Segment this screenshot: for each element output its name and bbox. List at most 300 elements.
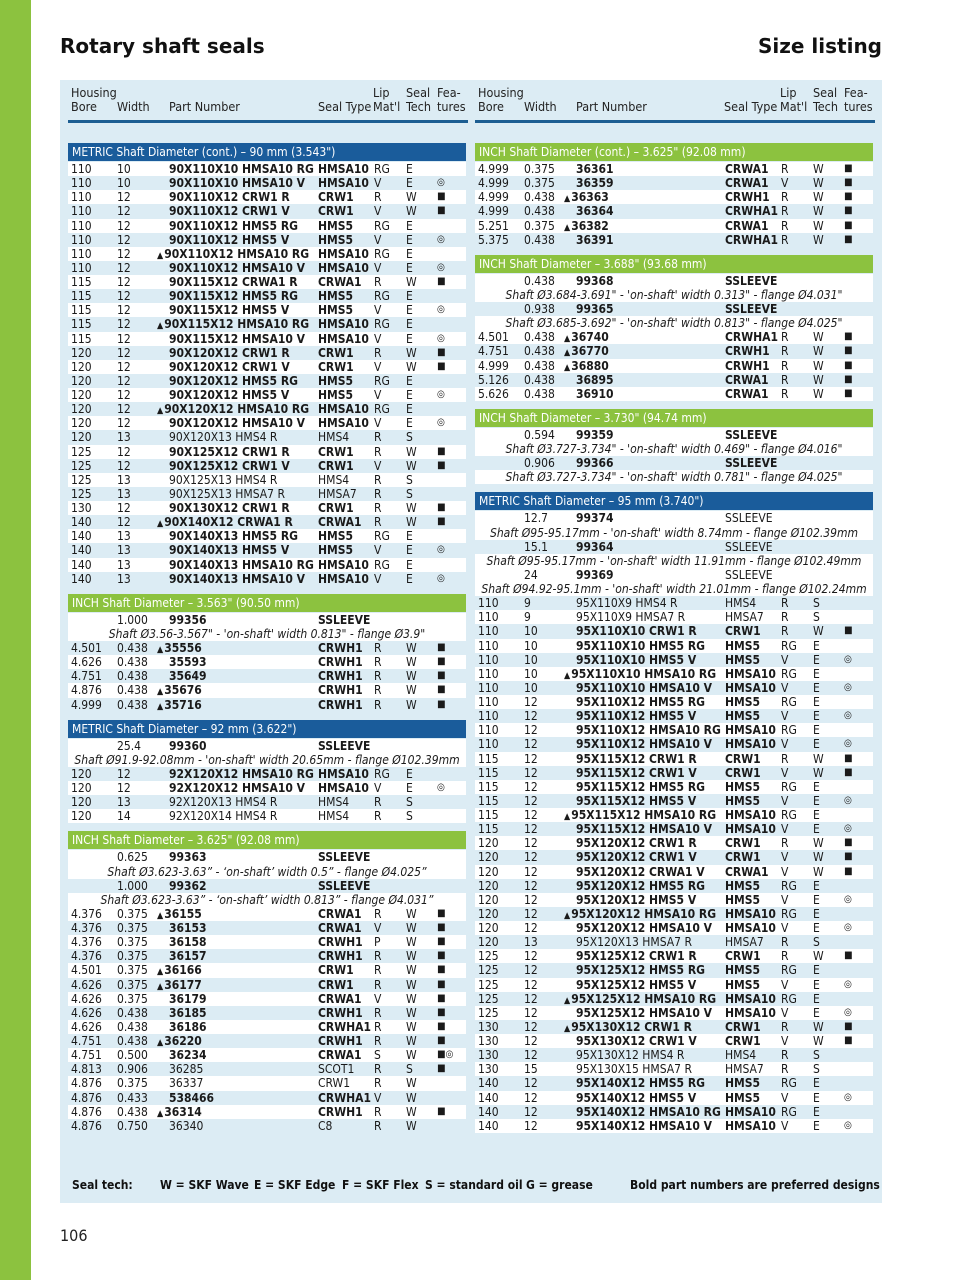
sleeve-note: Shaft Ø3.623-3.63” - ‘on-shaft’ width 0.5” - flange Ø4.025” xyxy=(68,865,466,879)
part-number-text: 99359 xyxy=(576,427,614,442)
feature-icon: ■ xyxy=(844,837,853,849)
cell-part-number xyxy=(576,963,705,977)
table-row xyxy=(68,459,466,473)
cell-seal-tech: S xyxy=(406,795,413,810)
table-row xyxy=(475,176,873,190)
cell-bore: 110 xyxy=(71,218,92,233)
cell-seal-tech: E xyxy=(406,176,413,191)
cell-seal-type: HMS4 xyxy=(318,472,350,487)
feature-icon: ■ xyxy=(844,752,853,764)
part-number-text: 90X115X12 HMSA10 RG xyxy=(164,317,310,332)
cell-seal-type: CRWH1 xyxy=(318,669,363,684)
cell-seal-tech: W xyxy=(406,921,417,935)
table-row xyxy=(68,388,466,402)
cell-bore: 110 xyxy=(478,624,499,639)
cell-seal-tech: W xyxy=(813,176,824,191)
part-number-text: 95X115X12 CRW1 V xyxy=(576,765,697,780)
table-row xyxy=(68,1076,466,1090)
cell-width: 12 xyxy=(524,695,538,709)
cell-bore: 110 xyxy=(71,162,92,176)
feature-icon: ■ xyxy=(437,1006,446,1018)
cell-bore: 120 xyxy=(71,416,92,431)
cell-seal-tech: W xyxy=(813,344,824,359)
cell-lip-material: V xyxy=(374,331,382,346)
table-row xyxy=(68,1020,466,1034)
cell-bore: 110 xyxy=(71,190,92,205)
feature-icon: ◎ xyxy=(844,1119,852,1131)
cell-lip-material: R xyxy=(374,444,382,459)
cell-width: 0.438 xyxy=(524,372,555,387)
cell-width: 0.438 xyxy=(524,330,555,345)
cell-seal-tech: E xyxy=(813,723,820,738)
cell-width: 12 xyxy=(524,850,538,865)
cell-seal-tech: E xyxy=(813,822,820,837)
cell-width: 10 xyxy=(524,652,538,667)
cell-seal-type: HMSA10 xyxy=(318,781,369,795)
cell-width: 0.438 xyxy=(117,683,148,698)
section-band: METRIC Shaft Diameter – 92 mm (3.622") xyxy=(68,720,466,738)
part-number-text: 90X140X12 CRWA1 R xyxy=(164,515,293,530)
cell-lip-material: RG xyxy=(374,402,390,417)
table-row xyxy=(68,781,466,795)
cell-seal-tech: W xyxy=(406,1034,417,1048)
cell-bore: 4.376 xyxy=(71,921,102,935)
cell-bore: 120 xyxy=(71,795,92,810)
part-number-text: 95X115X12 CRW1 R xyxy=(576,751,697,766)
part-number-text: 95X110X9 HMS4 R xyxy=(576,596,678,611)
cell-part-number xyxy=(576,780,705,794)
cell-lip-material: R xyxy=(781,386,789,401)
cell-width: 12 xyxy=(524,1034,538,1048)
header-seal: Seal xyxy=(813,85,838,100)
sleeve-note: Shaft Ø3.727-3.734" - 'on-shaft' width 0.781" - flange Ø4.025" xyxy=(475,470,873,484)
cell-lip-material: V xyxy=(781,892,789,907)
feature-icon: ■ xyxy=(844,345,853,357)
part-number-text: 90X120X12 CRW1 V xyxy=(169,359,290,374)
cell-width: 12 xyxy=(117,402,131,417)
cell-seal-type: HMSA10 xyxy=(318,571,369,586)
cell-part-number xyxy=(169,459,290,473)
cell-part-number xyxy=(169,360,290,374)
cell-part-number xyxy=(169,613,207,627)
cell-part-number xyxy=(169,655,207,669)
cell-part-number xyxy=(169,219,298,233)
cell-lip-material: R xyxy=(374,430,382,445)
cell-part-number xyxy=(169,809,277,823)
table-row xyxy=(475,1006,873,1020)
cell-seal-type: CRWA1 xyxy=(318,515,362,530)
table-row xyxy=(68,558,466,572)
part-number-text: 36740 xyxy=(571,330,609,345)
cell-bore: 140 xyxy=(71,543,92,558)
cell-lip-material: V xyxy=(374,388,382,402)
table-row xyxy=(475,610,873,624)
cell-width: 12 xyxy=(524,793,538,808)
feature-icon: ◎ xyxy=(844,794,852,806)
cell-bore: 110 xyxy=(478,596,499,611)
feature-icon: ■ xyxy=(437,684,446,696)
cell-seal-tech: E xyxy=(813,1118,820,1133)
part-number-text: 90X110X12 CRW1 R xyxy=(169,190,290,205)
cell-seal-type: C8 xyxy=(318,1118,333,1133)
cell-seal-type: HMSA7 xyxy=(725,935,764,950)
new-design-triangle-icon: ▲ xyxy=(157,981,164,992)
cell-width: 0.500 xyxy=(117,1048,148,1063)
table-row xyxy=(475,737,873,751)
part-number-text: 36359 xyxy=(576,176,614,191)
table-row xyxy=(475,653,873,667)
cell-lip-material: R xyxy=(374,1062,382,1077)
cell-lip-material: R xyxy=(781,330,789,345)
cell-bore: 115 xyxy=(71,289,92,304)
part-number-text: 99368 xyxy=(576,273,614,288)
cell-bore: 115 xyxy=(71,317,92,332)
cell-lip-material: V xyxy=(374,543,382,558)
table-row xyxy=(475,723,873,737)
feature-icon: ◎ xyxy=(844,1006,852,1018)
feature-icon: ■ xyxy=(437,191,446,203)
cell-width: 12 xyxy=(524,836,538,851)
cell-part-number xyxy=(169,795,277,809)
cell-seal-type: HMS5 xyxy=(318,529,354,544)
cell-seal-tech: W xyxy=(813,1019,824,1034)
cell-part-number xyxy=(576,865,705,879)
cell-bore: 110 xyxy=(478,723,499,738)
cell-seal-tech: W xyxy=(406,1005,417,1020)
feature-icon: ◎ xyxy=(844,738,852,750)
cell-part-number xyxy=(169,558,314,572)
cell-lip-material: RG xyxy=(374,317,390,332)
cell-seal-type: CRWA1 xyxy=(318,275,362,289)
cell-lip-material: R xyxy=(374,515,382,530)
cell-part-number xyxy=(157,698,202,714)
cell-bore: 4.376 xyxy=(71,935,102,950)
feature-icon: ◎ xyxy=(437,782,445,793)
new-design-triangle-icon: ▲ xyxy=(157,1108,164,1119)
cell-seal-tech: E xyxy=(813,808,820,822)
section-gap xyxy=(68,586,466,594)
cell-seal-type: SCOT1 xyxy=(318,1062,355,1077)
cell-lip-material: R xyxy=(781,751,789,766)
cell-part-number xyxy=(576,1105,721,1119)
part-number-text: 35593 xyxy=(169,655,207,670)
cell-seal-tech: S xyxy=(406,472,413,487)
legend-bold-note: Bold part numbers are preferred designs xyxy=(630,1178,880,1192)
cell-bore: 110 xyxy=(478,709,499,724)
cell-part-number xyxy=(169,949,207,963)
part-number-text: 90X110X10 HMSA10 RG xyxy=(169,162,314,176)
cell-lip-material: R xyxy=(781,596,789,611)
cell-lip-material: R xyxy=(781,1048,789,1063)
part-number-text: 36155 xyxy=(164,906,202,921)
cell-seal-type: CRW1 xyxy=(725,836,761,851)
cell-lip-material: V xyxy=(781,737,789,752)
table-row xyxy=(475,1105,873,1119)
cell-bore: 120 xyxy=(71,373,92,388)
table-row xyxy=(68,501,466,515)
section-band: INCH Shaft Diameter – 3.563" (90.50 mm) xyxy=(68,594,466,612)
sleeve-note: Shaft Ø95-95.17mm - 'on-shaft' width 11.91mm - flange Ø102.49mm xyxy=(475,554,873,568)
cell-seal-type: HMS5 xyxy=(318,388,354,402)
table-row xyxy=(68,921,466,935)
cell-seal-tech: W xyxy=(406,683,417,698)
cell-bore: 4.999 xyxy=(478,162,509,176)
cell-bore: 115 xyxy=(478,793,499,808)
cell-lip-material: R xyxy=(781,358,789,373)
cell-width: 12 xyxy=(524,751,538,766)
header-seal-type: Seal Type xyxy=(318,99,372,114)
cell-lip-material: R xyxy=(781,218,789,233)
part-number-text: 90X110X12 HMS5 V xyxy=(169,232,290,247)
cell-part-number xyxy=(576,836,697,850)
cell-width: 0.938 xyxy=(524,302,555,316)
feature-icon: ◎ xyxy=(844,893,852,905)
cell-seal-tech: W xyxy=(813,218,824,233)
cell-seal-tech: E xyxy=(813,779,820,794)
feature-icon: ◎ xyxy=(844,1091,852,1103)
feature-icon: ■ xyxy=(437,1020,446,1032)
cell-bore: 120 xyxy=(478,850,499,865)
cell-part-number xyxy=(169,529,298,543)
cell-seal-type: HMSA10 xyxy=(318,260,369,275)
cell-seal-tech: W xyxy=(813,190,824,205)
cell-width: 15.1 xyxy=(524,539,549,554)
cell-lip-material: R xyxy=(781,949,789,964)
cell-bore: 4.999 xyxy=(478,358,509,373)
part-number-text: 36340 xyxy=(169,1118,204,1133)
cell-width: 13 xyxy=(117,486,131,501)
cell-part-number xyxy=(576,639,705,653)
cell-seal-type: CRW1 xyxy=(725,624,761,639)
cell-bore: 4.626 xyxy=(71,655,102,670)
cell-seal-type: HMS4 xyxy=(318,430,350,445)
cell-seal-type: CRW1 xyxy=(318,345,354,360)
cell-part-number xyxy=(169,1020,207,1034)
cell-width: 12 xyxy=(117,416,131,431)
cell-seal-tech: W xyxy=(406,991,417,1006)
cell-seal-tech: E xyxy=(406,162,413,176)
header-matl: Mat'l xyxy=(780,99,808,114)
part-number-text: 36895 xyxy=(576,372,614,387)
cell-bore: 120 xyxy=(478,892,499,907)
cell-seal-tech: W xyxy=(406,1118,417,1133)
feature-icon: ■ xyxy=(437,964,446,976)
header-width: Width xyxy=(117,99,150,114)
part-number-text: 95X130X12 HMS4 R xyxy=(576,1048,685,1063)
table-row xyxy=(68,289,466,303)
cell-seal-type: HMS5 xyxy=(725,1076,761,1091)
cell-width: 0.438 xyxy=(117,1005,148,1020)
cell-seal-type: CRWA1 xyxy=(725,176,769,191)
cell-lip-material: R xyxy=(374,1076,382,1091)
header-rule-right xyxy=(475,120,875,123)
cell-lip-material: RG xyxy=(781,906,797,921)
cell-bore: 140 xyxy=(478,1090,499,1105)
table-row xyxy=(475,879,873,893)
cell-width: 9 xyxy=(524,610,531,625)
cell-seal-tech: S xyxy=(406,809,413,824)
cell-seal-type: HMSA10 xyxy=(318,331,369,346)
cell-seal-tech: W xyxy=(813,864,824,879)
cell-width: 10 xyxy=(117,176,131,191)
cell-seal-type: HMSA10 xyxy=(318,162,369,176)
new-design-triangle-icon: ▲ xyxy=(564,1023,571,1034)
part-number-text: 36157 xyxy=(169,949,207,964)
cell-width: 12 xyxy=(117,388,131,402)
part-number-text: 36234 xyxy=(169,1048,207,1063)
cell-part-number xyxy=(169,572,305,586)
cell-width: 12 xyxy=(524,977,538,992)
cell-bore: 130 xyxy=(478,1034,499,1048)
cell-bore: 4.626 xyxy=(71,977,102,992)
table-row xyxy=(68,275,466,289)
part-number-text: 92X120X12 HMSA10 V xyxy=(169,781,306,795)
part-number-text: 90X125X13 HMSA7 R xyxy=(169,486,285,501)
part-number-text: 95X125X12 HMSA10 RG xyxy=(571,991,717,1006)
cell-seal-tech: W xyxy=(406,190,417,205)
cell-seal-tech: E xyxy=(813,666,820,681)
header-tures: tures xyxy=(844,99,873,114)
cell-part-number xyxy=(169,190,290,204)
cell-width: 12 xyxy=(524,892,538,907)
cell-lip-material: RG xyxy=(781,695,797,709)
cell-width: 12 xyxy=(117,218,131,233)
new-design-triangle-icon: ▲ xyxy=(564,334,571,345)
part-number-text: 95X120X12 HMSA10 V xyxy=(576,921,713,935)
part-number-text: 36220 xyxy=(164,1034,202,1048)
table-row xyxy=(475,624,873,638)
part-number-text: 95X120X12 CRWA1 V xyxy=(576,864,705,879)
cell-seal-type: CRWA1 xyxy=(725,386,769,401)
cell-bore: 4.626 xyxy=(71,1019,102,1034)
feature-icon: ■ xyxy=(437,459,446,471)
part-number-text: 99374 xyxy=(576,511,614,526)
part-number-text: 90X110X12 HMSA10 V xyxy=(169,260,306,275)
part-number-text: 90X120X12 HMSA10 V xyxy=(169,416,306,431)
cell-seal-tech: W xyxy=(406,345,417,360)
cell-bore: 125 xyxy=(71,444,92,459)
feature-icon: ■ xyxy=(844,191,853,203)
cell-width: 12 xyxy=(117,766,131,781)
part-number-text: 36770 xyxy=(571,344,609,359)
cell-width: 0.625 xyxy=(117,850,148,865)
cell-seal-type: CRWA1 xyxy=(318,1048,362,1063)
feature-icon: ■ xyxy=(437,698,446,710)
part-number-text: 95X120X12 CRW1 V xyxy=(576,850,697,865)
cell-lip-material: V xyxy=(374,1090,382,1105)
cell-part-number xyxy=(576,879,705,893)
feature-icon: ◎ xyxy=(844,823,852,835)
cell-bore: 4.999 xyxy=(478,176,509,191)
cell-part-number xyxy=(576,624,697,638)
table-row xyxy=(68,935,466,949)
feature-icon: ■ xyxy=(437,907,446,919)
cell-seal-type: HMS5 xyxy=(318,289,354,304)
cell-seal-type: SSLEEVE xyxy=(725,511,773,526)
table-row xyxy=(475,233,873,247)
feature-icon: ◎ xyxy=(844,922,852,933)
cell-lip-material: R xyxy=(374,190,382,205)
cell-width: 10 xyxy=(524,624,538,639)
cell-seal-type: HMSA10 xyxy=(318,246,369,261)
feature-icon: ■◎ xyxy=(437,1049,454,1061)
cell-part-number xyxy=(576,204,614,218)
cell-bore: 110 xyxy=(71,232,92,247)
cell-lip-material: V xyxy=(374,176,382,191)
feature-icon: ■ xyxy=(844,373,853,385)
cell-lip-material: R xyxy=(374,963,382,978)
table-row xyxy=(68,303,466,317)
table-row xyxy=(68,360,466,374)
part-number-text: 90X110X12 CRW1 V xyxy=(169,204,290,219)
table-row xyxy=(68,767,466,781)
table-row xyxy=(68,641,466,655)
part-number-text: 99360 xyxy=(169,738,207,753)
cell-seal-type: CRWH1 xyxy=(318,935,363,950)
cell-bore: 110 xyxy=(478,638,499,653)
part-number-text: 95X110X10 CRW1 R xyxy=(576,624,697,639)
header-tech: Tech xyxy=(813,99,838,114)
cell-seal-tech: E xyxy=(813,793,820,808)
cell-seal-tech: W xyxy=(406,359,417,374)
table-row xyxy=(68,992,466,1006)
header-rule-left xyxy=(68,120,468,123)
part-number-text: 90X115X12 HMSA10 V xyxy=(169,331,306,346)
cell-seal-tech: E xyxy=(813,638,820,653)
part-number-text: 90X125X13 HMS4 R xyxy=(169,472,278,487)
cell-seal-tech: S xyxy=(406,430,413,445)
part-number-text: 99356 xyxy=(169,612,207,627)
cell-width: 12 xyxy=(524,1048,538,1063)
cell-width: 0.438 xyxy=(117,655,148,670)
table-row xyxy=(475,540,873,554)
feature-icon: ◎ xyxy=(437,572,445,584)
cell-seal-tech: E xyxy=(813,977,820,992)
part-number-text: 90X110X10 HMSA10 V xyxy=(169,176,306,191)
cell-lip-material: RG xyxy=(374,218,390,233)
part-number-text: 36285 xyxy=(169,1062,204,1077)
cell-bore: 120 xyxy=(71,402,92,417)
cell-bore: 4.751 xyxy=(478,344,509,359)
cell-lip-material: R xyxy=(374,486,382,501)
cell-part-number xyxy=(169,303,289,317)
cell-width: 13 xyxy=(117,557,131,572)
cell-width: 0.438 xyxy=(524,386,555,401)
sleeve-note: Shaft Ø95-95.17mm - 'on-shaft' width 8.74mm - flange Ø102.39mm xyxy=(475,526,873,540)
cell-lip-material: RG xyxy=(781,1104,797,1119)
cell-lip-material: R xyxy=(781,162,789,176)
cell-lip-material: R xyxy=(374,472,382,487)
table-row xyxy=(68,655,466,669)
part-number-text: 90X115X12 HMS5 V xyxy=(169,303,290,318)
cell-seal-type: HMS5 xyxy=(318,373,354,388)
cell-bore: 5.251 xyxy=(478,218,509,233)
cell-seal-tech: E xyxy=(813,906,820,921)
cell-part-number xyxy=(169,430,277,444)
cell-part-number xyxy=(576,949,697,963)
part-number-text: 36880 xyxy=(571,358,609,373)
cell-seal-type: HMS4 xyxy=(318,795,350,810)
cell-seal-tech: E xyxy=(406,557,413,572)
cell-seal-type: CRWHA1 xyxy=(725,330,779,345)
cell-width: 12 xyxy=(117,781,131,795)
cell-lip-material: R xyxy=(374,683,382,698)
cell-lip-material: R xyxy=(781,1062,789,1077)
cell-bore: 120 xyxy=(478,836,499,851)
cell-width: 15 xyxy=(524,1062,538,1077)
cell-lip-material: R xyxy=(374,1005,382,1020)
cell-seal-tech: W xyxy=(406,1076,417,1091)
